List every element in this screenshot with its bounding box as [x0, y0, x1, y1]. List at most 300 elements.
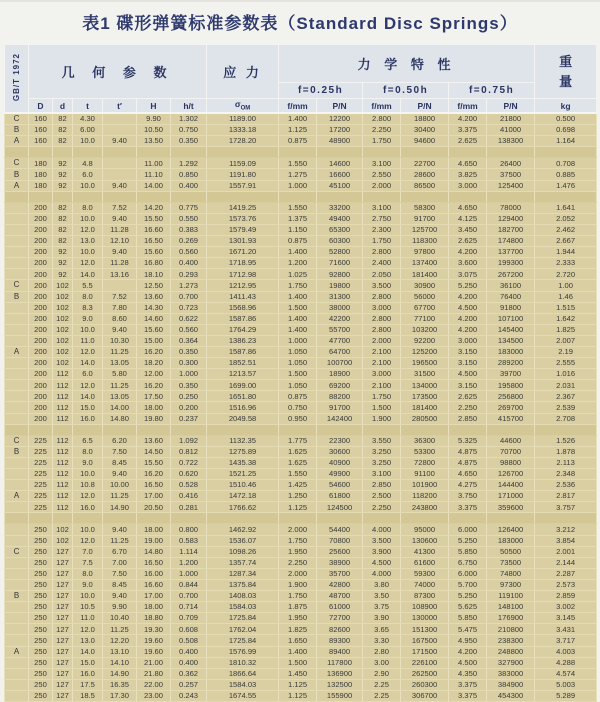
cell-f050_f: 2.800: [363, 313, 401, 324]
cell-f050_f: 3.65: [363, 624, 401, 635]
cell-f025_P: [317, 424, 363, 435]
cell-kg: 2.708: [535, 413, 597, 424]
cell-f025_P: 124500: [317, 502, 363, 513]
cell-kg: 0.708: [535, 158, 597, 169]
cell-kg: 2.144: [535, 557, 597, 568]
cell-f075_f: 4.500: [449, 657, 487, 668]
cell-H: [137, 191, 171, 202]
cell-kg: 2.720: [535, 269, 597, 280]
table-row: [5, 269, 597, 280]
cell-d: 82: [53, 236, 73, 247]
cell-f075_f: [449, 513, 487, 524]
cell-f075_P: 97300: [487, 579, 535, 590]
cell-t_prime: 16.35: [103, 679, 137, 690]
cell-t: 12.0: [73, 535, 103, 546]
table-row: [5, 613, 597, 624]
cell-f025_P: 42200: [317, 313, 363, 324]
header-f075: f=0.75h: [449, 83, 535, 99]
cell-f025_P: 35700: [317, 568, 363, 579]
cell-t: 12.0: [73, 380, 103, 391]
cell-sigma_om: 1587.86: [207, 346, 279, 357]
cell-f050_P: 74000: [401, 579, 449, 590]
cell-f025_f: 1.150: [279, 224, 317, 235]
cell-H: 15.60: [137, 247, 171, 258]
cell-h_t: 0.250: [171, 391, 207, 402]
cell-t: 14.0: [73, 269, 103, 280]
cell-f050_f: [363, 424, 401, 435]
cell-t: 16.0: [73, 413, 103, 424]
cell-t: 9.0: [73, 313, 103, 324]
cell-sigma_om: 1712.98: [207, 269, 279, 280]
cell-h_t: 0.364: [171, 335, 207, 346]
cell-series: [5, 358, 29, 369]
cell-series: [5, 524, 29, 535]
cell-f075_f: 5.700: [449, 579, 487, 590]
cell-kg: 3.212: [535, 524, 597, 535]
cell-d: 112: [53, 480, 73, 491]
cell-sigma_om: 1521.25: [207, 469, 279, 480]
header-f050: f=0.50h: [363, 83, 449, 99]
col-header-D: D: [29, 99, 53, 114]
cell-f075_P: 41000: [487, 125, 535, 136]
cell-sigma_om: 1866.64: [207, 668, 279, 679]
cell-kg: 4.003: [535, 646, 597, 657]
cell-f050_f: 3.000: [363, 302, 401, 313]
cell-f050_f: 2.050: [363, 269, 401, 280]
cell-sigma_om: 1576.99: [207, 646, 279, 657]
cell-f025_f: [279, 513, 317, 524]
cell-D: 200: [29, 402, 53, 413]
header-stress-group: 应 力: [207, 45, 279, 99]
cell-sigma_om: 1536.07: [207, 535, 279, 546]
cell-f075_P: [487, 424, 535, 435]
cell-sigma_om: 1462.92: [207, 524, 279, 535]
cell-f075_f: 5.325: [449, 435, 487, 446]
cell-h_t: 0.723: [171, 302, 207, 313]
cell-t: 6.0: [73, 369, 103, 380]
cell-f075_P: 327900: [487, 657, 535, 668]
cell-kg: 2.367: [535, 391, 597, 402]
cell-t_prime: 12.10: [103, 236, 137, 247]
cell-t: 15.0: [73, 657, 103, 668]
cell-f075_f: 3.750: [449, 491, 487, 502]
cell-h_t: 0.750: [171, 125, 207, 136]
cell-series: [5, 236, 29, 247]
cell-h_t: 1.200: [171, 557, 207, 568]
cell-f025_f: 1.500: [279, 657, 317, 668]
cell-f025_P: [317, 513, 363, 524]
table-body: [5, 113, 597, 701]
cell-t: 9.0: [73, 457, 103, 468]
cell-D: 250: [29, 557, 53, 568]
cell-f025_P: 82600: [317, 624, 363, 635]
cell-t_prime: 11.28: [103, 258, 137, 269]
cell-f075_P: 74800: [487, 568, 535, 579]
cell-f050_f: 1.750: [363, 236, 401, 247]
cell-kg: 4.574: [535, 668, 597, 679]
cell-d: 92: [53, 180, 73, 191]
cell-f025_f: 1.425: [279, 480, 317, 491]
cell-f050_P: 125200: [401, 346, 449, 357]
cell-f075_P: 107100: [487, 313, 535, 324]
cell-f075_f: 4.875: [449, 446, 487, 457]
cell-D: [29, 424, 53, 435]
cell-f050_f: 2.300: [363, 224, 401, 235]
cell-t_prime: 17.30: [103, 690, 137, 701]
cell-f050_f: 3.00: [363, 657, 401, 668]
cell-f025_P: 65300: [317, 224, 363, 235]
cell-f025_f: 0.750: [279, 402, 317, 413]
cell-d: 112: [53, 446, 73, 457]
cell-h_t: 0.550: [171, 213, 207, 224]
cell-f075_f: 3.375: [449, 502, 487, 513]
cell-sigma_om: 1213.57: [207, 369, 279, 380]
cell-f050_f: 3.500: [363, 280, 401, 291]
cell-f050_P: 280500: [401, 413, 449, 424]
cell-f050_f: 2.25: [363, 690, 401, 701]
cell-kg: 2.555: [535, 358, 597, 369]
cell-kg: [535, 424, 597, 435]
table-row: [5, 369, 597, 380]
cell-h_t: 0.350: [171, 346, 207, 357]
cell-t: 10.0: [73, 180, 103, 191]
cell-D: 250: [29, 535, 53, 546]
cell-h_t: 0.400: [171, 657, 207, 668]
cell-D: 250: [29, 679, 53, 690]
col-header-f050-P: P/N: [401, 99, 449, 114]
cell-t_prime: 13.10: [103, 646, 137, 657]
cell-kg: 1.164: [535, 136, 597, 147]
cell-h_t: 0.622: [171, 313, 207, 324]
cell-f075_P: 182700: [487, 224, 535, 235]
table-header: [5, 45, 597, 114]
cell-t_prime: [103, 147, 137, 158]
cell-H: 22.00: [137, 679, 171, 690]
cell-f025_P: 22300: [317, 435, 363, 446]
cell-f025_P: 132500: [317, 679, 363, 690]
cell-D: 200: [29, 346, 53, 357]
table-row: [5, 446, 597, 457]
cell-t_prime: 9.40: [103, 213, 137, 224]
cell-D: [29, 147, 53, 158]
weight-label: 重量: [559, 54, 573, 89]
cell-f075_f: 3.150: [449, 380, 487, 391]
cell-t_prime: 9.40: [103, 180, 137, 191]
table-row: [5, 158, 597, 169]
cell-kg: 3.854: [535, 535, 597, 546]
cell-f050_P: 59300: [401, 568, 449, 579]
cell-d: 102: [53, 524, 73, 535]
cell-h_t: 0.257: [171, 679, 207, 690]
table-row: [5, 236, 597, 247]
cell-f050_P: 36300: [401, 435, 449, 446]
cell-f075_P: 137700: [487, 247, 535, 258]
cell-sigma_om: 1587.86: [207, 313, 279, 324]
cell-H: 16.20: [137, 469, 171, 480]
cell-f025_P: 49900: [317, 469, 363, 480]
cell-f050_P: 56000: [401, 291, 449, 302]
cell-h_t: 0.528: [171, 480, 207, 491]
cell-H: 18.00: [137, 602, 171, 613]
cell-f050_P: 97800: [401, 247, 449, 258]
cell-sigma_om: 1725.84: [207, 613, 279, 624]
cell-kg: 2.573: [535, 579, 597, 590]
cell-sigma_om: 1212.95: [207, 280, 279, 291]
cell-H: 11.10: [137, 169, 171, 180]
cell-f075_P: [487, 513, 535, 524]
cell-D: 225: [29, 469, 53, 480]
cell-f025_f: [279, 424, 317, 435]
cell-t: 17.5: [73, 679, 103, 690]
cell-f075_f: 4.875: [449, 457, 487, 468]
cell-sigma_om: 1651.80: [207, 391, 279, 402]
cell-f050_f: 1.900: [363, 413, 401, 424]
cell-f050_P: 31500: [401, 369, 449, 380]
cell-f050_f: 3.75: [363, 602, 401, 613]
cell-series: [5, 602, 29, 613]
cell-f075_f: 2.250: [449, 402, 487, 413]
cell-f050_P: 306700: [401, 690, 449, 701]
cell-kg: 0.885: [535, 169, 597, 180]
cell-f050_P: 151300: [401, 624, 449, 635]
table-row: [5, 302, 597, 313]
cell-f075_f: 4.275: [449, 480, 487, 491]
cell-sigma_om: 1852.51: [207, 358, 279, 369]
cell-h_t: 0.844: [171, 579, 207, 590]
cell-kg: 0.698: [535, 125, 597, 136]
cell-f075_P: 289200: [487, 358, 535, 369]
cell-f075_P: 21800: [487, 113, 535, 125]
cell-H: 20.50: [137, 502, 171, 513]
cell-f075_f: 5.850: [449, 546, 487, 557]
cell-f075_f: 5.850: [449, 613, 487, 624]
cell-series: C: [5, 435, 29, 446]
cell-d: 102: [53, 302, 73, 313]
cell-D: 225: [29, 491, 53, 502]
cell-f075_P: 183000: [487, 346, 535, 357]
cell-series: B: [5, 291, 29, 302]
cell-f025_P: 47700: [317, 335, 363, 346]
cell-f075_f: 4.650: [449, 158, 487, 169]
cell-t: 12.0: [73, 224, 103, 235]
cell-f050_P: 130000: [401, 613, 449, 624]
cell-d: 127: [53, 591, 73, 602]
col-header-f025-f: f/mm: [279, 99, 317, 114]
cell-t: 8.3: [73, 302, 103, 313]
cell-H: 19.80: [137, 413, 171, 424]
cell-f075_P: 454300: [487, 690, 535, 701]
cell-kg: 0.500: [535, 113, 597, 125]
header-weight-group: [535, 45, 597, 99]
cell-f050_f: 1.750: [363, 391, 401, 402]
cell-sigma_om: 1766.62: [207, 502, 279, 513]
cell-f050_P: 260300: [401, 679, 449, 690]
cell-t: [73, 513, 103, 524]
cell-f050_f: 2.90: [363, 668, 401, 679]
cell-series: [5, 147, 29, 158]
cell-t_prime: 10.00: [103, 480, 137, 491]
cell-t_prime: [103, 158, 137, 169]
cell-f075_P: 78000: [487, 202, 535, 213]
cell-series: C: [5, 113, 29, 125]
cell-D: 200: [29, 224, 53, 235]
cell-t: 14.0: [73, 358, 103, 369]
cell-d: 102: [53, 358, 73, 369]
cell-f025_f: [279, 147, 317, 158]
cell-f025_P: 64700: [317, 346, 363, 357]
cell-f075_f: 5.250: [449, 535, 487, 546]
cell-f025_f: 1.550: [279, 158, 317, 169]
cell-f075_f: 3.150: [449, 358, 487, 369]
cell-H: 11.00: [137, 158, 171, 169]
cell-f025_f: 1.750: [279, 280, 317, 291]
cell-sigma_om: 1516.96: [207, 402, 279, 413]
cell-f050_f: [363, 191, 401, 202]
cell-d: 82: [53, 136, 73, 147]
cell-f025_f: 1.050: [279, 358, 317, 369]
cell-kg: 2.817: [535, 491, 597, 502]
cell-sigma_om: 1472.18: [207, 491, 279, 502]
cell-H: 23.00: [137, 690, 171, 701]
cell-D: 200: [29, 413, 53, 424]
cell-f025_f: [279, 191, 317, 202]
spacer-row: [5, 424, 597, 435]
cell-series: [5, 269, 29, 280]
cell-f075_P: 39700: [487, 369, 535, 380]
cell-f050_f: 1.500: [363, 402, 401, 413]
cell-f075_f: 5.625: [449, 602, 487, 613]
cell-f075_f: 6.750: [449, 557, 487, 568]
cell-series: [5, 313, 29, 324]
cell-f050_P: 181400: [401, 402, 449, 413]
cell-D: 250: [29, 591, 53, 602]
cell-kg: 5.289: [535, 690, 597, 701]
cell-d: 127: [53, 613, 73, 624]
cell-H: 15.50: [137, 213, 171, 224]
cell-f025_f: 1.500: [279, 302, 317, 313]
cell-sigma_om: 1557.91: [207, 180, 279, 191]
cell-sigma_om: 1674.55: [207, 690, 279, 701]
cell-f050_f: 2.400: [363, 258, 401, 269]
cell-D: 180: [29, 158, 53, 169]
cell-h_t: 0.700: [171, 591, 207, 602]
cell-H: 18.10: [137, 269, 171, 280]
cell-kg: 1.476: [535, 180, 597, 191]
cell-sigma_om: 1579.49: [207, 224, 279, 235]
cell-f050_f: 2.250: [363, 125, 401, 136]
table-row: [5, 491, 597, 502]
cell-h_t: 0.620: [171, 469, 207, 480]
cell-f025_P: 89400: [317, 646, 363, 657]
cell-d: 82: [53, 224, 73, 235]
cell-kg: 3.002: [535, 602, 597, 613]
cell-kg: 2.536: [535, 480, 597, 491]
cell-sigma_om: 1725.84: [207, 635, 279, 646]
cell-series: [5, 413, 29, 424]
cell-sigma_om: 1357.74: [207, 557, 279, 568]
cell-f075_P: 26400: [487, 158, 535, 169]
cell-t: 12.0: [73, 346, 103, 357]
cell-H: 9.90: [137, 113, 171, 125]
cell-sigma_om: 1510.46: [207, 480, 279, 491]
cell-kg: 1.46: [535, 291, 597, 302]
table-row: [5, 624, 597, 635]
cell-H: 16.60: [137, 224, 171, 235]
cell-D: 200: [29, 247, 53, 258]
cell-f075_P: 195800: [487, 380, 535, 391]
cell-D: 200: [29, 291, 53, 302]
cell-t_prime: 8.45: [103, 579, 137, 590]
cell-t_prime: 5.80: [103, 369, 137, 380]
cell-f075_f: 4.650: [449, 469, 487, 480]
cell-sigma_om: 1098.26: [207, 546, 279, 557]
cell-f025_P: 61000: [317, 602, 363, 613]
cell-sigma_om: 1671.20: [207, 247, 279, 258]
table-row: [5, 291, 597, 302]
cell-series: A: [5, 346, 29, 357]
table-row: [5, 169, 597, 180]
cell-series: [5, 324, 29, 335]
cell-D: 200: [29, 236, 53, 247]
cell-f075_P: [487, 191, 535, 202]
cell-kg: 2.333: [535, 258, 597, 269]
cell-kg: 2.539: [535, 402, 597, 413]
cell-t: 10.0: [73, 469, 103, 480]
cell-sigma_om: 1573.76: [207, 213, 279, 224]
cell-H: 18.00: [137, 402, 171, 413]
cell-sigma_om: 1301.93: [207, 236, 279, 247]
cell-t: 8.0: [73, 202, 103, 213]
cell-f025_P: 60300: [317, 236, 363, 247]
cell-f025_P: 55700: [317, 324, 363, 335]
cell-t_prime: 7.00: [103, 557, 137, 568]
cell-f075_f: 2.625: [449, 136, 487, 147]
cell-f050_P: 196500: [401, 358, 449, 369]
cell-f075_f: 4.200: [449, 313, 487, 324]
cell-sigma_om: [207, 191, 279, 202]
cell-series: [5, 624, 29, 635]
cell-h_t: 0.775: [171, 202, 207, 213]
cell-t_prime: 14.90: [103, 502, 137, 513]
cell-t: 12.0: [73, 258, 103, 269]
cell-h_t: 0.383: [171, 224, 207, 235]
cell-t: 11.0: [73, 613, 103, 624]
cell-d: 112: [53, 413, 73, 424]
cell-t: 10.0: [73, 247, 103, 258]
cell-f025_f: 2.000: [279, 568, 317, 579]
table-row: [5, 180, 597, 191]
cell-f050_P: 58300: [401, 202, 449, 213]
cell-f075_f: [449, 191, 487, 202]
cell-f025_P: 38900: [317, 557, 363, 568]
cell-f075_P: 125400: [487, 180, 535, 191]
table-row: [5, 435, 597, 446]
cell-f050_P: 41300: [401, 546, 449, 557]
cell-h_t: 0.300: [171, 358, 207, 369]
cell-d: 102: [53, 324, 73, 335]
cell-H: 12.00: [137, 369, 171, 380]
cell-H: 16.20: [137, 346, 171, 357]
table-row: [5, 280, 597, 291]
col-header-h-t: h/t: [171, 99, 207, 114]
cell-f025_P: 100700: [317, 358, 363, 369]
col-header-sigma-om: [207, 99, 279, 114]
cell-d: 127: [53, 602, 73, 613]
cell-series: [5, 224, 29, 235]
cell-t_prime: 11.25: [103, 535, 137, 546]
table-row: [5, 668, 597, 679]
cell-H: 13.60: [137, 435, 171, 446]
